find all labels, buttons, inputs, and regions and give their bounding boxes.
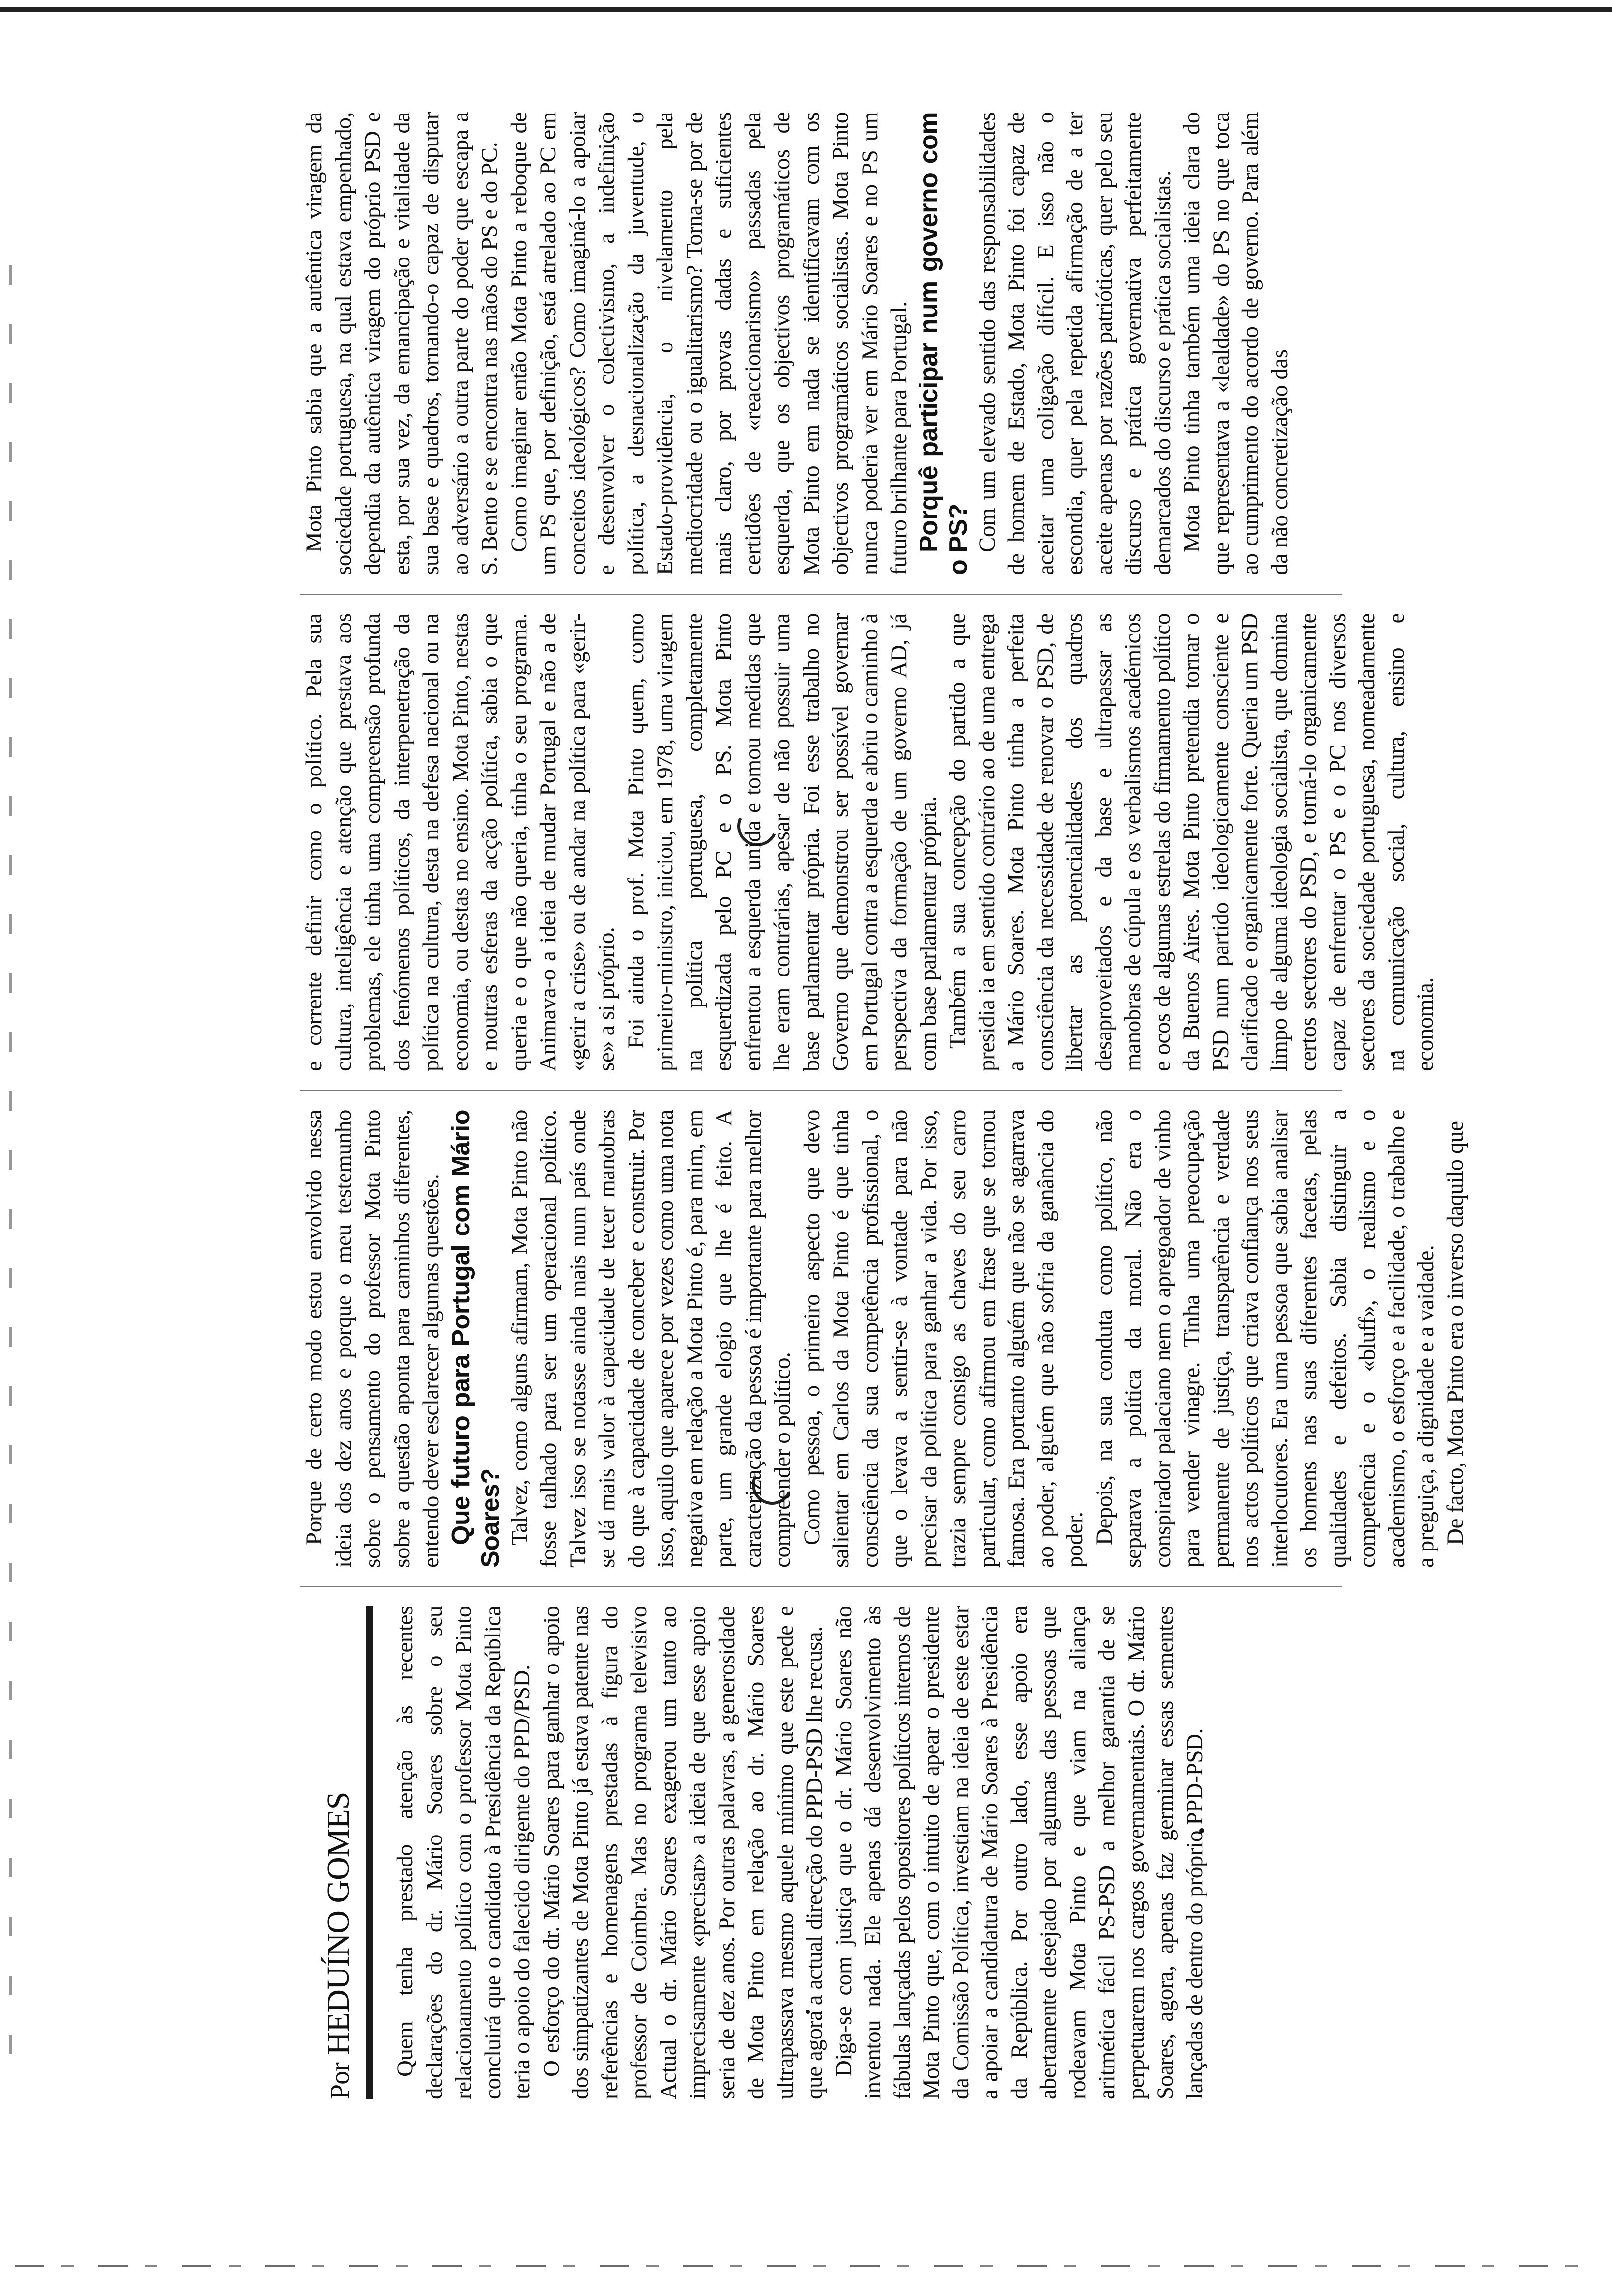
paragraph: e corrente definir como o político. Pela sua cultura, inteligência e atenção que prestava aos problemas, ele tinha uma compreensão profunda dos fenómenos políticos, da interpenetração da política na cultura, desta na defesa nacional ou na economia, ou destas no ensino. Mota Pinto, nestas e noutras esferas da acção política, sabia o que queria e o que não queria, tinha o seu programa. Animava-o a ideia de mudar Portugal e não a de «gerir a crise» ou de andar na política para «gerir-se» a si próprio. <box>301 613 619 1071</box>
paragraph: O esforço do dr. Mário Soares para ganhar o apoio dos simpatizantes de Mota Pinto já estava patente nas referências e homenagens prestadas à figura do professor de Coimbra. Mas no programa televisivo Actual o dr. Mário Soares exagerou um tanto ao imprecisamente «precisar» a ideia de que esse apoio seria de dez anos. Por outras palavras, a generosidade de Mota Pinto em relação ao dr. Mário Soares ultrapassava mesmo aquele mínimo que este pede e que agora a actual direcção do PPD-PSD lhe recusa. <box>538 1606 827 2099</box>
paragraph: Porque de certo modo estou envolvido nessa ideia dos dez anos e porque o meu testemunho sobre o pensamento do professor Mota Pinto sobre a questão aponta para caminhos diferentes, entendo dever esclarecer algumas questões. <box>301 1110 444 1568</box>
paragraph: Com um elevado sentido das responsabilidades de homem de Estado, Mota Pinto foi capaz de aceitar uma coligação difícil. E isso não o escondia, quer pela repetida afirmação de a ter aceite apenas por razões patrióticas, quer pelo seu discurso e prática governativa perfeitamente demarcados do discurso e prática socialistas. <box>974 112 1176 575</box>
scan-border-top <box>0 7 1612 12</box>
paragraph: Diga-se com justiça que o dr. Mário Soares não inventou nada. Ele apenas dá desenvolvimento às fábulas lançadas pelos opositores políticos internos de Mota Pinto que, com o intuito de apear o presidente da Comissão Política, investiam na ideia de este estar a apoiar a candidatura de Mário Soares à Presidência da República. Por outro lado, esse apoio era abertamente desejado por algumas das pessoas que rodeavam Mota Pinto e que viam na aliança aritmética fácil PS-PSD a melhor garantia de se perpetuarem nos cargos governamentais. O dr. Mário Soares, agora, apenas faz germinar essas sementes lançadas de dentro do próprio PPD-PSD. <box>831 1606 1208 2099</box>
paragraph: Foi ainda o prof. Mota Pinto quem, como primeiro-ministro, iniciou, em 1978, uma viragem na política portuguesa, completamente esquerdizada pelo PC e o PS. Mota Pinto enfrentou a esquerda unida e tomou medidas que lhe eram contrárias, apesar de não possuir uma base parlamentar própria. Foi esse trabalho no Governo que demonstrou ser possível governar em Portugal contra a esquerda e abriu o caminho à perspectiva da formação de um governo AD, já com base parlamentar própria. <box>623 613 941 1071</box>
article-column-4 <box>300 93 1342 595</box>
article-column-3 <box>300 595 1438 1091</box>
subheading: Porquê participar num governo com o PS? <box>914 112 973 575</box>
byline-author: HEDUÍNO GOMES <box>320 1792 356 2055</box>
paragraph: Como imaginar então Mota Pinto a reboque de um PS que, por definição, está atrelado ao PC em conceitos ideológicos? Como imaginá-lo a apoiar e desenvolver o colectivismo, a indefinição política, a desnacionalização da juventude, o Estado-providência, o nivelamento pela mediocridade ou o igualitarismo? Torna-se por de mais claro, por provas dadas e suficientes certidões de «reaccionarismo» passadas pela esquerda, que os objectivos programáticos de Mota Pinto em nada se identificavam com os objectivos programáticos socialistas. Mota Pinto nunca poderia ver em Mário Soares e no PS um futuro brilhante para Portugal. <box>506 112 912 575</box>
scan-border-bottom <box>15 2265 1587 2267</box>
byline-prefix: Por <box>325 2063 355 2099</box>
paragraph: Talvez, como alguns afirmam, Mota Pinto não fosse talhado para ser um operacional político. Talvez isso se notasse ainda mais num país onde se dá mais valor à capacidade de tecer manobras do que à capacidade de conceber e construir. Por isso, aquilo que aparece por vezes como uma nota negativa em relação a Mota Pinto é, para mim, em parte, um grande elogio que lhe é feito. A caracterização da pessoa é importante para melhor compreender o político. <box>506 1110 795 1568</box>
paragraph: Depois, na sua conduta como político, não separava a política da moral. Não era o conspirador palaciano nem o apregoador de vinho para vender vinagre. Tinha uma preocupação permanente de justiça, transparência e verdade nos actos políticos que criava confiança nos seus interlocutores. Era uma pessoa que sabia analisar os homens nas suas diferentes facetas, pelas qualidades e defeitos. Sabia distinguir a competência e o «bluff», o realismo e o academismo, o esforço e a facilidade, o trabalho e a preguiça, a dignidade e a vaidade. <box>1091 1110 1439 1568</box>
newspaper-article <box>300 93 1468 2118</box>
paragraph: De facto, Mota Pinto era o inverso daquilo que <box>1442 1121 1468 1545</box>
paragraph: Mota Pinto tinha também uma ideia clara do que representava a «lealdade» do PS no que toca ao cumprimento do acordo de governo. Para além da não concretização das <box>1179 112 1293 575</box>
paragraph: Mota Pinto sabia que a autêntica viragem da sociedade portuguesa, na qual estava empenhado, dependia da autêntica viragem do próprio PSD e esta, por sua vez, da emancipação e vitalidade da sua base e quadros, tornando-o capaz de disputar ao adversário a outra parte do poder que escapa a S. Bento e se encontra nas mãos do PS e do PC. <box>301 112 502 575</box>
paragraph: Quem tenha prestado atenção às recentes declarações do dr. Mário Soares sobre o seu relacionamento político com o professor Mota Pinto concluirá que o candidato à Presidência da República teria o apoio do falecido dirigente do PPD/PSD. <box>392 1606 535 2099</box>
article-column-1 <box>300 1587 1342 2118</box>
paragraph: Também a sua concepção do partido a que presidia ia em sentido contrário ao de uma entrega a Mário Soares. Mota Pinto tinha a perfeita consciência da necessidade de renovar o PSD, de libertar as potencialidades dos quadros desaproveitados e da base e ultrapassar as manobras de cúpula e os verbalismos académicos e ocos de algumas estrelas do firmamento político da Buenos Aires. Mota Pinto pretendia tornar o PSD num partido ideologicamente consciente e clarificado e organicamente forte. Queria um PSD limpo de alguma ideologia socialista, que domina certos sectores do PSD, e torná-lo organicamente capaz de enfrentar o PS e o PC nos diversos sectores da sociedade portuguesa, nomeadamente na comunicação social, cultura, ensino e economia. <box>945 613 1438 1071</box>
byline <box>319 1606 373 2099</box>
scan-border-left <box>9 265 12 2084</box>
article-column-2 <box>300 1091 1468 1587</box>
paragraph: Como pessoa, o primeiro aspecto que devo salientar em Carlos da Mota Pinto é que tinha consciência da sua competência profissional, o que o levava a sentir-se à vontade para não precisar da política para ganhar a vida. Por isso, trazia sempre consigo as chaves do seu carro particular, como afirmou em frase que se tornou famosa. Era portanto alguém que não se agarrava ao poder, alguém que não sofria da ganância do poder. <box>799 1110 1088 1568</box>
subheading: Que futuro para Portugal com Mário Soares? <box>446 1110 505 1568</box>
